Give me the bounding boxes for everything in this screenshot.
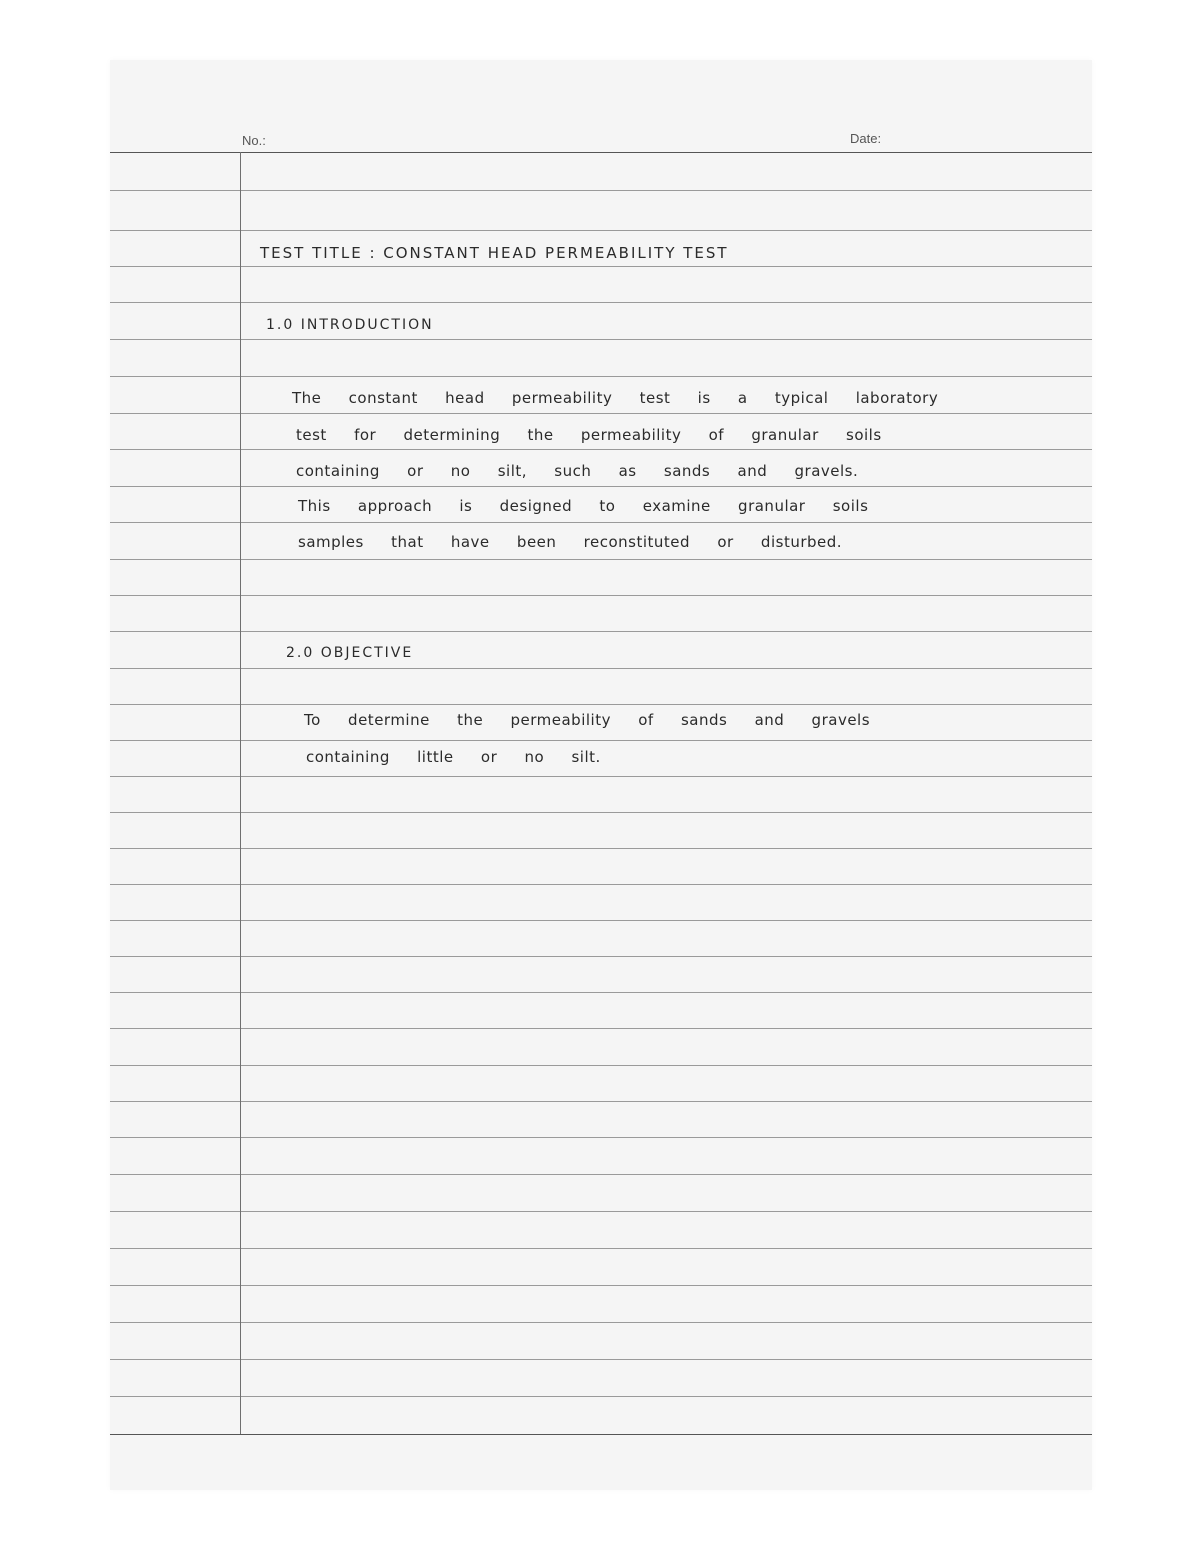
ruled-line bbox=[110, 1211, 1092, 1212]
section-heading-objective: 2.0 OBJECTIVE bbox=[286, 645, 414, 661]
ruled-line bbox=[110, 522, 1092, 523]
ruled-line bbox=[110, 595, 1092, 596]
header-rule bbox=[110, 152, 1092, 153]
ruled-line bbox=[110, 884, 1092, 885]
ruled-line bbox=[110, 190, 1092, 191]
ruled-line bbox=[110, 704, 1092, 705]
ruled-line bbox=[110, 1359, 1092, 1360]
ruled-line bbox=[110, 812, 1092, 813]
introduction-line: This approach is designed to examine granular soils bbox=[298, 497, 869, 515]
ruled-line bbox=[110, 1396, 1092, 1397]
ruled-line bbox=[110, 631, 1092, 632]
ruled-line bbox=[110, 1174, 1092, 1175]
no-label: No.: bbox=[242, 133, 266, 148]
introduction-line: test for determining the permeability of granular soils bbox=[296, 426, 882, 444]
margin-line bbox=[240, 152, 241, 1434]
ruled-line bbox=[110, 559, 1092, 560]
ruled-line bbox=[110, 230, 1092, 231]
footer-rule bbox=[110, 1434, 1092, 1435]
ruled-line bbox=[110, 1101, 1092, 1102]
ruled-line bbox=[110, 1248, 1092, 1249]
introduction-line: samples that have been reconstituted or disturbed. bbox=[298, 533, 843, 551]
ruled-line bbox=[110, 920, 1092, 921]
introduction-line: containing or no silt, such as sands and gravels. bbox=[296, 462, 859, 480]
ruled-line bbox=[110, 668, 1092, 669]
objective-line: To determine the permeability of sands and gravels bbox=[304, 711, 871, 729]
notebook-page bbox=[110, 60, 1092, 1490]
ruled-line bbox=[110, 266, 1092, 267]
ruled-line bbox=[110, 413, 1092, 414]
ruled-line bbox=[110, 302, 1092, 303]
objective-line: containing little or no silt. bbox=[306, 748, 601, 766]
ruled-line bbox=[110, 1322, 1092, 1323]
ruled-line bbox=[110, 449, 1092, 450]
ruled-line bbox=[110, 992, 1092, 993]
ruled-line bbox=[110, 376, 1092, 377]
ruled-line bbox=[110, 1065, 1092, 1066]
ruled-line bbox=[110, 1137, 1092, 1138]
ruled-line bbox=[110, 956, 1092, 957]
test-title: TEST TITLE : CONSTANT HEAD PERMEABILITY TEST bbox=[260, 244, 729, 262]
ruled-line bbox=[110, 1028, 1092, 1029]
ruled-line bbox=[110, 740, 1092, 741]
ruled-line bbox=[110, 339, 1092, 340]
ruled-line bbox=[110, 848, 1092, 849]
ruled-line bbox=[110, 486, 1092, 487]
ruled-line bbox=[110, 776, 1092, 777]
introduction-line: The constant head permeability test is a typical laboratory bbox=[292, 389, 939, 407]
section-heading-introduction: 1.0 INTRODUCTION bbox=[266, 317, 434, 333]
date-label: Date: bbox=[850, 131, 882, 146]
ruled-line bbox=[110, 1285, 1092, 1286]
